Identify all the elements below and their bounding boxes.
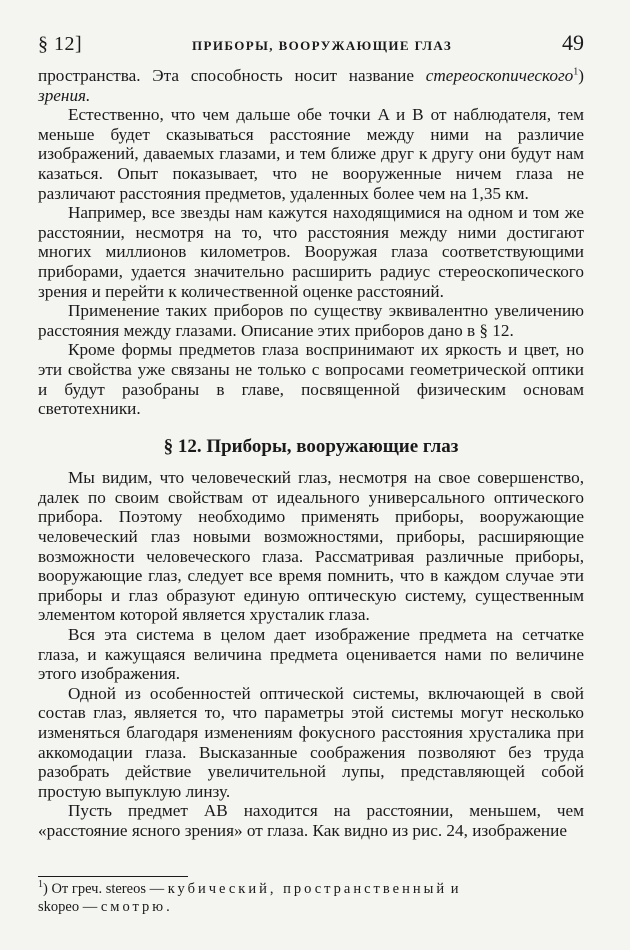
paragraph: Естественно, что чем дальше обе точки A и B от наблюдателя, тем меньше будет сказываться расстояние между ними на различие изображений, даваемых глазами, и тем ближе друг к другу они будут нам казаться. Опыт показывает, что не вооруженные ничем глаза не различают расстояния предметов, удаленных более чем на 1,35 км.: [38, 105, 584, 203]
paragraph: Применение таких приборов по существу эквивалентно увеличению расстояния между глазами. Описание этих приборов дано в § 12.: [38, 301, 584, 340]
footnote-divider: [38, 876, 188, 877]
running-head: [38, 30, 584, 60]
footnote-line: skopeo — смотрю.: [38, 899, 173, 915]
paragraph: Вся эта система в целом дает изображение предмета на сетчатке глаза, и кажущаяся величина предмета оценивается нами по величине этого изображения.: [38, 625, 584, 684]
paragraph: Пусть предмет AB находится на расстоянии, меньшем, чем «расстояние ясного зрения» от глаза. Как видно из рис. 24, изображение: [38, 801, 584, 840]
paragraph: Кроме формы предметов глаза воспринимают их яркость и цвет, но эти свойства уже связаны не только с вопросами геометрической оптики и будут разобраны в главе, посвященной физическим основам светотехники.: [38, 340, 584, 419]
paragraph: Например, все звезды нам кажутся находящимися на одном и том же расстоянии, несмотря на то, что расстояния между ними достигают многих миллионов километров. Вооружая глаза соответствующими приборами, удается значительно расширить радиус стереоскопического зрения и перейти к количественной оценке расстояний.: [38, 203, 584, 301]
header-title: ПРИБОРЫ, ВООРУЖАЮЩИЕ ГЛАЗ: [192, 38, 453, 53]
footnote: [38, 880, 584, 916]
section-heading: § 12. Приборы, вооружающие глаз: [163, 435, 459, 457]
paragraph: пространства. Эта способность носит название стереоскопического$^1$) зрения.: [38, 66, 584, 105]
body-text: [38, 66, 584, 841]
page-number: 49: [561, 30, 584, 55]
paragraph: Одной из особенностей оптической системы, включающей в свой состав глаз, является то, что параметры этой системы могут несколько изменяться благодаря изменениям фокусного расстояния хрусталика при аккомодации глаза. Высказанные соображения позволяют без труда разобрать действие увеличительной лупы, представляющей собой простую выпуклую линзу.: [38, 683, 584, 801]
header-section-ref: § 12]: [38, 33, 83, 55]
footnote-line: $^1$) От греч. stereos — кубический, пространственный и: [38, 879, 459, 897]
paragraph: Мы видим, что человеческий глаз, несмотря на свое совершенство, далек по своим свойствам от идеального универсального оптического прибора. Поэтому необходимо применять приборы, вооружающие человеческий глаз новыми возможностями, приборы, расширяющие возможности человеческого глаза. Рассматривая различные приборы, вооружающие глаз, следует все время помнить, что в каждом случае эти приборы и глаз образуют единую оптическую систему, существенным элементом которой является хрусталик глаза.: [38, 468, 584, 625]
